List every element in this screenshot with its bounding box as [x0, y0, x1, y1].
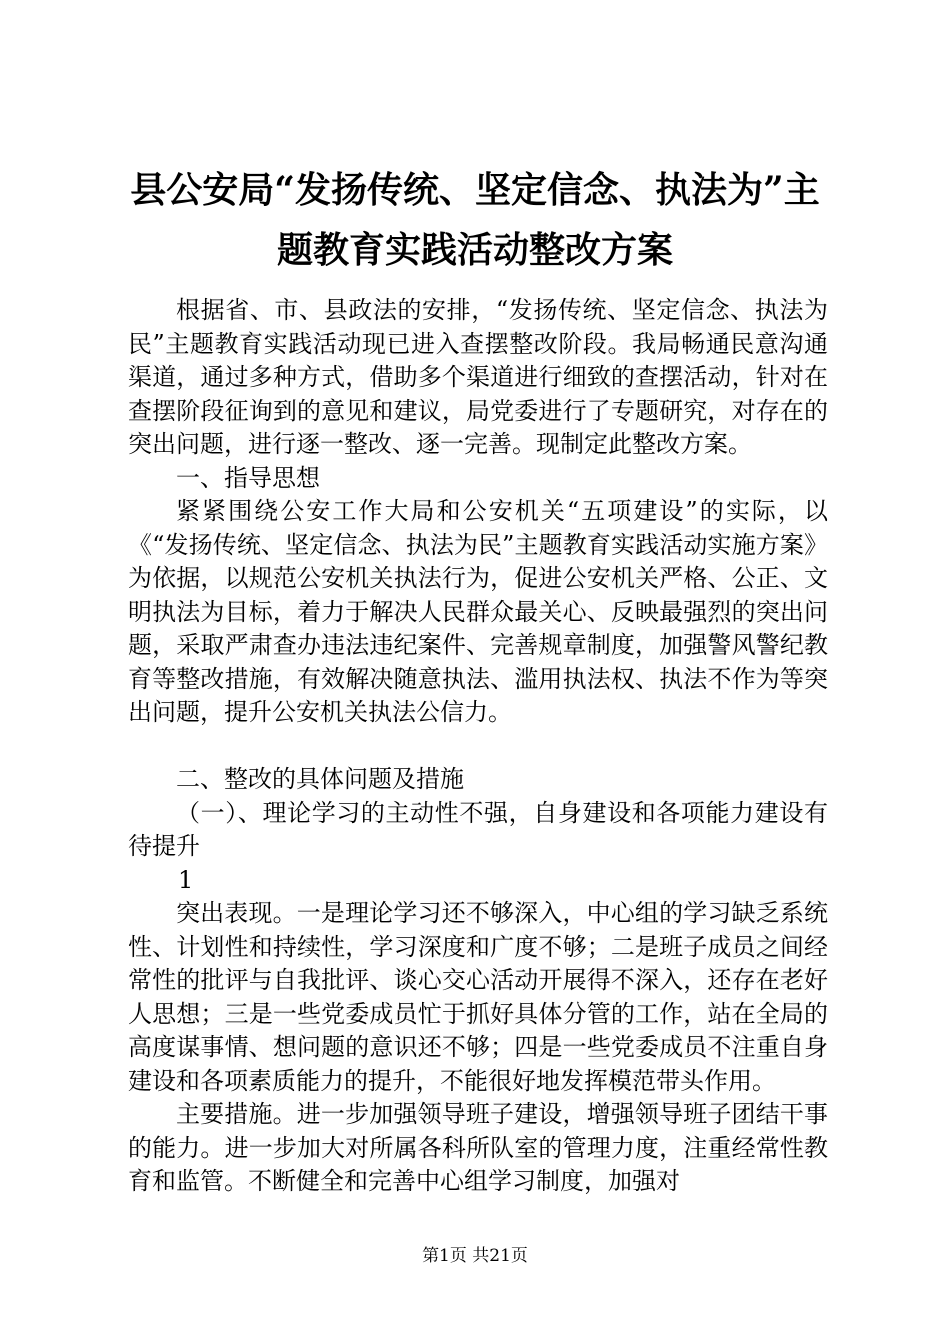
intro-paragraph: 根据省、市、县政法的安排，“发扬传统、坚定信念、执法为民”主题教育实践活动现已进入查摆整改阶段。我局畅通民意沟通渠道，通过多种方式，借助多个渠道进行细致的查摆活动，针对在查摆阶段征询到的意见和建议，局党委进行了专题研究，对存在的突出问题，进行逐一整改、逐一完善。现制定此整改方案。	[128, 296, 828, 458]
document-body	[128, 294, 828, 1199]
inline-page-number: 1	[178, 865, 194, 894]
title-line-1: 县公安局“发扬传统、坚定信念、执法为”主	[130, 169, 820, 211]
document-title	[110, 160, 840, 280]
section-2-heading: 二、整改的具体问题及措施	[176, 765, 464, 793]
page-counter: 第1页 共21页	[422, 1246, 528, 1266]
title-line-2: 题教育实践活动整改方案	[276, 229, 673, 271]
page-footer	[0, 1245, 950, 1267]
paragraph-spacer	[128, 730, 828, 764]
subsection-1-heading: （一）、理论学习的主动性不强，自身建设和各项能力建设有待提升	[128, 798, 828, 860]
measures-paragraph: 主要措施。进一步加强领导班子建设，增强领导班子团结干事的能力。进一步加大对所属各科所队室的管理力度，注重经常性教育和监管。不断健全和完善中心组学习制度，加强对	[128, 1100, 828, 1195]
problems-paragraph: 突出表现。一是理论学习还不够深入，中心组的学习缺乏系统性、计划性和持续性，学习深度和广度不够；二是班子成员之间经常性的批评与自我批评、谈心交心活动开展得不深入，还存在老好人思想；三是一些党委成员忙于抓好具体分管的工作，站在全局的高度谋事情、想问题的意识还不够；四是一些党委成员不注重自身建设和各项素质能力的提升，不能很好地发挥模范带头作用。	[128, 899, 828, 1095]
section-1-paragraph: 紧紧围绕公安工作大局和公安机关“五项建设”的实际，以《“发扬传统、坚定信念、执法为民”主题教育实践活动实施方案》为依据，以规范公安机关执法行为，促进公安机关严格、公正、文明执法为目标，着力于解决人民群众最关心、反映最强烈的突出问题，采取严肃查办违法违纪案件、完善规章制度，加强警风警纪教育等整改措施，有效解决随意执法、滥用执法权、执法不作为等突出问题，提升公安机关执法公信力。	[128, 497, 828, 726]
section-1-heading: 一、指导思想	[176, 463, 320, 492]
